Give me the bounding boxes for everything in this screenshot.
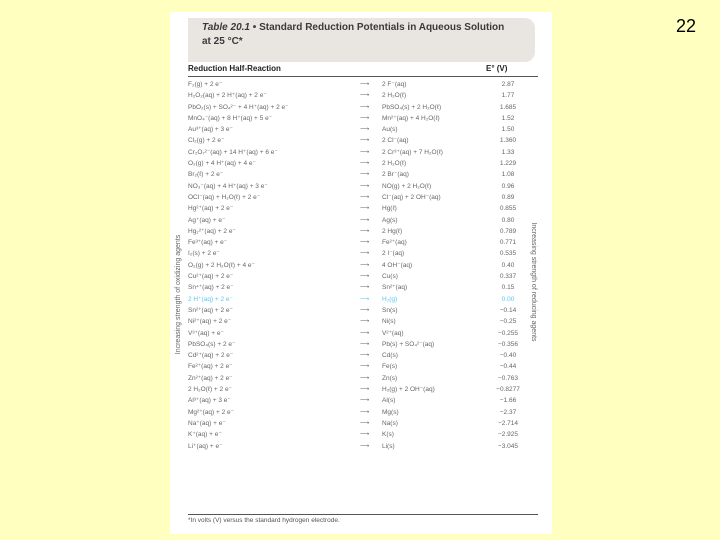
table-row	[188, 248, 538, 259]
reduced-form: 2 Br⁻(aq)	[382, 171, 409, 179]
reduced-form: Cd(s)	[382, 352, 398, 360]
reduced-form: Al(s)	[382, 397, 396, 405]
reduced-form: Fe(s)	[382, 363, 398, 371]
table-row	[188, 305, 538, 316]
potential-value: −0.40	[499, 352, 517, 360]
table-row	[188, 124, 538, 135]
oxidized-form: H₂O₂(aq) + 2 H⁺(aq) + 2 e⁻	[188, 92, 267, 100]
reduced-form: Mg(s)	[382, 408, 399, 416]
oxidized-form: PbSO₄(s) + 2 e⁻	[188, 340, 236, 348]
potential-value: 1.08	[501, 171, 515, 179]
reduced-form: Cl⁻(aq) + 2 OH⁻(aq)	[382, 193, 441, 201]
reduced-form: K(s)	[382, 431, 394, 439]
reaction-arrow: ⟶	[360, 227, 370, 235]
reaction-rows	[188, 79, 538, 452]
reaction-arrow: ⟶	[360, 205, 370, 213]
oxidized-form: Hg²⁺(aq) + 2 e⁻	[188, 205, 234, 213]
table-row	[188, 271, 538, 282]
table-row	[188, 169, 538, 180]
title-bullet: •	[252, 22, 257, 33]
potential-value: −0.255	[497, 329, 519, 337]
footer-rule	[188, 514, 538, 515]
reaction-arrow: ⟶	[360, 295, 370, 303]
reaction-arrow: ⟶	[360, 81, 370, 88]
reduced-form: V²⁺(aq)	[382, 329, 404, 337]
oxidized-form: OCl⁻(aq) + H₂O(ℓ) + 2 e⁻	[188, 193, 261, 201]
potential-value: 0.89	[501, 193, 515, 201]
reduced-form: Cu(s)	[382, 273, 398, 281]
table-row	[188, 294, 538, 305]
table-row	[188, 350, 538, 361]
table-row	[188, 441, 538, 452]
table-row	[188, 418, 538, 429]
table-row	[188, 282, 538, 293]
potential-value: 1.685	[499, 103, 517, 111]
reduced-form: 2 Cr³⁺(aq) + 7 H₂O(ℓ)	[382, 148, 443, 156]
reaction-arrow: ⟶	[360, 148, 370, 156]
potential-value: −0.8277	[496, 386, 520, 394]
oxidized-form: V³⁺(aq) + e⁻	[188, 329, 224, 337]
oxidized-form: NO₃⁻(aq) + 4 H⁺(aq) + 3 e⁻	[188, 182, 268, 190]
potential-value: 1.229	[499, 160, 517, 168]
oxidized-form: Cr₂O₇²⁻(aq) + 14 H⁺(aq) + 6 e⁻	[188, 148, 278, 156]
reaction-arrow: ⟶	[360, 374, 370, 382]
table-row	[188, 361, 538, 372]
reaction-arrow: ⟶	[360, 137, 370, 145]
table-row	[188, 113, 538, 124]
table-row	[188, 79, 538, 90]
oxidized-form: K⁺(aq) + e⁻	[188, 431, 222, 439]
oxidized-form: O₂(g) + 4 H⁺(aq) + 4 e⁻	[188, 160, 256, 168]
potential-value: −3.045	[497, 442, 519, 450]
table-row	[188, 429, 538, 440]
oxidized-form: 2 H⁺(aq) + 2 e⁻	[188, 295, 233, 303]
oxidized-form: MnO₄⁻(aq) + 8 H⁺(aq) + 5 e⁻	[188, 114, 273, 122]
reaction-arrow: ⟶	[360, 352, 370, 360]
reaction-arrow: ⟶	[360, 340, 370, 348]
footnote: *In volts (V) versus the standard hydrogen electrode.	[188, 517, 340, 524]
potential-value: −1.66	[499, 397, 517, 405]
table-row	[188, 215, 538, 226]
oxidized-form: F₂(g) + 2 e⁻	[188, 81, 223, 88]
reaction-arrow: ⟶	[360, 363, 370, 371]
oxidized-form: Al³⁺(aq) + 3 e⁻	[188, 397, 231, 405]
reaction-arrow: ⟶	[360, 250, 370, 258]
header-rule	[188, 76, 538, 77]
oxidized-form: Sn⁴⁺(aq) + 2 e⁻	[188, 284, 234, 292]
reaction-arrow: ⟶	[360, 261, 370, 269]
table-header	[188, 18, 535, 62]
reduced-form: 2 Cl⁻(aq)	[382, 137, 409, 145]
oxidized-form: Li⁺(aq) + e⁻	[188, 442, 223, 450]
reduced-form: H₂(g)	[382, 295, 398, 303]
reaction-arrow: ⟶	[360, 431, 370, 439]
slide-number: 22	[675, 16, 696, 36]
reduced-form: 2 Hg(ℓ)	[382, 227, 403, 235]
oxidized-form: Cd²⁺(aq) + 2 e⁻	[188, 352, 234, 360]
table-title	[202, 21, 532, 49]
table-row	[188, 147, 538, 158]
table-row	[188, 373, 538, 384]
table-number: Table 20.1	[202, 22, 250, 33]
potential-value: 1.77	[501, 92, 515, 100]
reaction-arrow: ⟶	[360, 419, 370, 427]
table-row	[188, 135, 538, 146]
potential-value: −2.714	[497, 419, 519, 427]
reaction-arrow: ⟶	[360, 126, 370, 134]
table-row	[188, 339, 538, 350]
reaction-arrow: ⟶	[360, 193, 370, 201]
potential-value: −2.37	[499, 408, 517, 416]
reduced-form: Na(s)	[382, 419, 398, 427]
column-header-potential: E° (V)	[486, 64, 508, 73]
potential-value: 1.360	[499, 137, 517, 145]
reaction-arrow: ⟶	[360, 397, 370, 405]
potential-value: −0.763	[497, 374, 519, 382]
reaction-arrow: ⟶	[360, 239, 370, 247]
potential-value: 0.80	[501, 216, 515, 224]
oxidized-form: Hg₂²⁺(aq) + 2 e⁻	[188, 227, 236, 235]
reduced-form: Sn²⁺(aq)	[382, 284, 408, 292]
table-row	[188, 203, 538, 214]
oxidized-form: Fe²⁺(aq) + 2 e⁻	[188, 363, 233, 371]
reaction-arrow: ⟶	[360, 171, 370, 179]
potential-value: 1.50	[501, 126, 515, 134]
right-axis-label: Increasing strength of reducing agents	[530, 222, 537, 342]
table-row	[188, 328, 538, 339]
reduced-form: Ag(s)	[382, 216, 398, 224]
reaction-arrow: ⟶	[360, 442, 370, 450]
table-row	[188, 237, 538, 248]
title-line-2: at 25 °C*	[202, 36, 243, 47]
reaction-arrow: ⟶	[360, 408, 370, 416]
reduced-form: 2 H₂O(ℓ)	[382, 92, 407, 100]
potential-value: 2.87	[501, 81, 515, 88]
table-row	[188, 226, 538, 237]
reaction-arrow: ⟶	[360, 92, 370, 100]
oxidized-form: Sn²⁺(aq) + 2 e⁻	[188, 306, 233, 314]
table-row	[188, 395, 538, 406]
potential-value: −0.25	[499, 318, 517, 326]
oxidized-form: Mg²⁺(aq) + 2 e⁻	[188, 408, 235, 416]
potential-value: 0.855	[499, 205, 517, 213]
table-image	[170, 12, 552, 534]
reduced-form: Au(s)	[382, 126, 398, 134]
reaction-arrow: ⟶	[360, 216, 370, 224]
reduced-form: Zn(s)	[382, 374, 398, 382]
table-row	[188, 192, 538, 203]
oxidized-form: Cl₂(g) + 2 e⁻	[188, 137, 225, 145]
potential-value: 0.771	[499, 239, 517, 247]
reaction-arrow: ⟶	[360, 160, 370, 168]
table-row	[188, 158, 538, 169]
reduced-form: H₂(g) + 2 OH⁻(aq)	[382, 386, 435, 394]
oxidized-form: Ag⁺(aq) + e⁻	[188, 216, 226, 224]
oxidized-form: Fe³⁺(aq) + e⁻	[188, 239, 228, 247]
reaction-arrow: ⟶	[360, 386, 370, 394]
reduced-form: Ni(s)	[382, 318, 396, 326]
reduced-form: 2 H₂O(ℓ)	[382, 160, 407, 168]
table-row	[188, 181, 538, 192]
reaction-arrow: ⟶	[360, 329, 370, 337]
potential-value: 0.40	[501, 261, 515, 269]
left-axis-label: Increasing strength of oxidizing agents	[175, 234, 182, 355]
table-row	[188, 102, 538, 113]
potential-value: −0.44	[499, 363, 517, 371]
oxidized-form: Zn²⁺(aq) + 2 e⁻	[188, 374, 233, 382]
oxidized-form: Br₂(ℓ) + 2 e⁻	[188, 171, 224, 179]
potential-value: 0.96	[501, 182, 515, 190]
oxidized-form: Au³⁺(aq) + 3 e⁻	[188, 126, 233, 134]
potential-value: 0.00	[501, 295, 515, 303]
oxidized-form: Cu²⁺(aq) + 2 e⁻	[188, 273, 234, 281]
table-row	[188, 316, 538, 327]
potential-value: 0.337	[499, 273, 517, 281]
oxidized-form: 2 H₂O(ℓ) + 2 e⁻	[188, 386, 232, 394]
potential-value: −0.14	[499, 306, 517, 314]
reaction-arrow: ⟶	[360, 103, 370, 111]
reaction-arrow: ⟶	[360, 182, 370, 190]
reaction-arrow: ⟶	[360, 273, 370, 281]
potential-value: 1.33	[501, 148, 515, 156]
reduced-form: NO(g) + 2 H₂O(ℓ)	[382, 182, 432, 190]
potential-value: 0.15	[501, 284, 515, 292]
potential-value: −2.925	[497, 431, 519, 439]
reaction-arrow: ⟶	[360, 284, 370, 292]
potential-value: −0.356	[497, 340, 519, 348]
table-row	[188, 260, 538, 271]
table-row	[188, 384, 538, 395]
oxidized-form: I₂(s) + 2 e⁻	[188, 250, 220, 258]
reduced-form: 4 OH⁻(aq)	[382, 261, 413, 269]
table-row	[188, 90, 538, 101]
reduced-form: Hg(ℓ)	[382, 205, 397, 213]
oxidized-form: PbO₂(s) + SO₄²⁻ + 4 H⁺(aq) + 2 e⁻	[188, 103, 289, 111]
reaction-arrow: ⟶	[360, 114, 370, 122]
reduced-form: PbSO₄(s) + 2 H₂O(ℓ)	[382, 103, 442, 111]
column-header-reaction: Reduction Half-Reaction	[188, 64, 281, 73]
reduced-form: Li(s)	[382, 442, 395, 450]
reduced-form: 2 F⁻(aq)	[382, 81, 407, 88]
oxidized-form: O₂(g) + 2 H₂O(ℓ) + 4 e⁻	[188, 261, 255, 269]
oxidized-form: Na⁺(aq) + e⁻	[188, 419, 226, 427]
oxidized-form: Ni²⁺(aq) + 2 e⁻	[188, 318, 232, 326]
reduced-form: Sn(s)	[382, 306, 398, 314]
potential-value: 0.789	[499, 227, 517, 235]
reaction-arrow: ⟶	[360, 318, 370, 326]
potential-value: 0.535	[499, 250, 517, 258]
reaction-arrow: ⟶	[360, 306, 370, 314]
reduced-form: Mn²⁺(aq) + 4 H₂O(ℓ)	[382, 114, 440, 122]
reduced-form: Pb(s) + SO₄²⁻(aq)	[382, 340, 435, 348]
title-line-1: Standard Reduction Potentials in Aqueous Solution	[259, 22, 505, 33]
reduced-form: Fe²⁺(aq)	[382, 239, 407, 247]
table-row	[188, 407, 538, 418]
potential-value: 1.52	[501, 114, 515, 122]
reduced-form: 2 I⁻(aq)	[382, 250, 405, 258]
